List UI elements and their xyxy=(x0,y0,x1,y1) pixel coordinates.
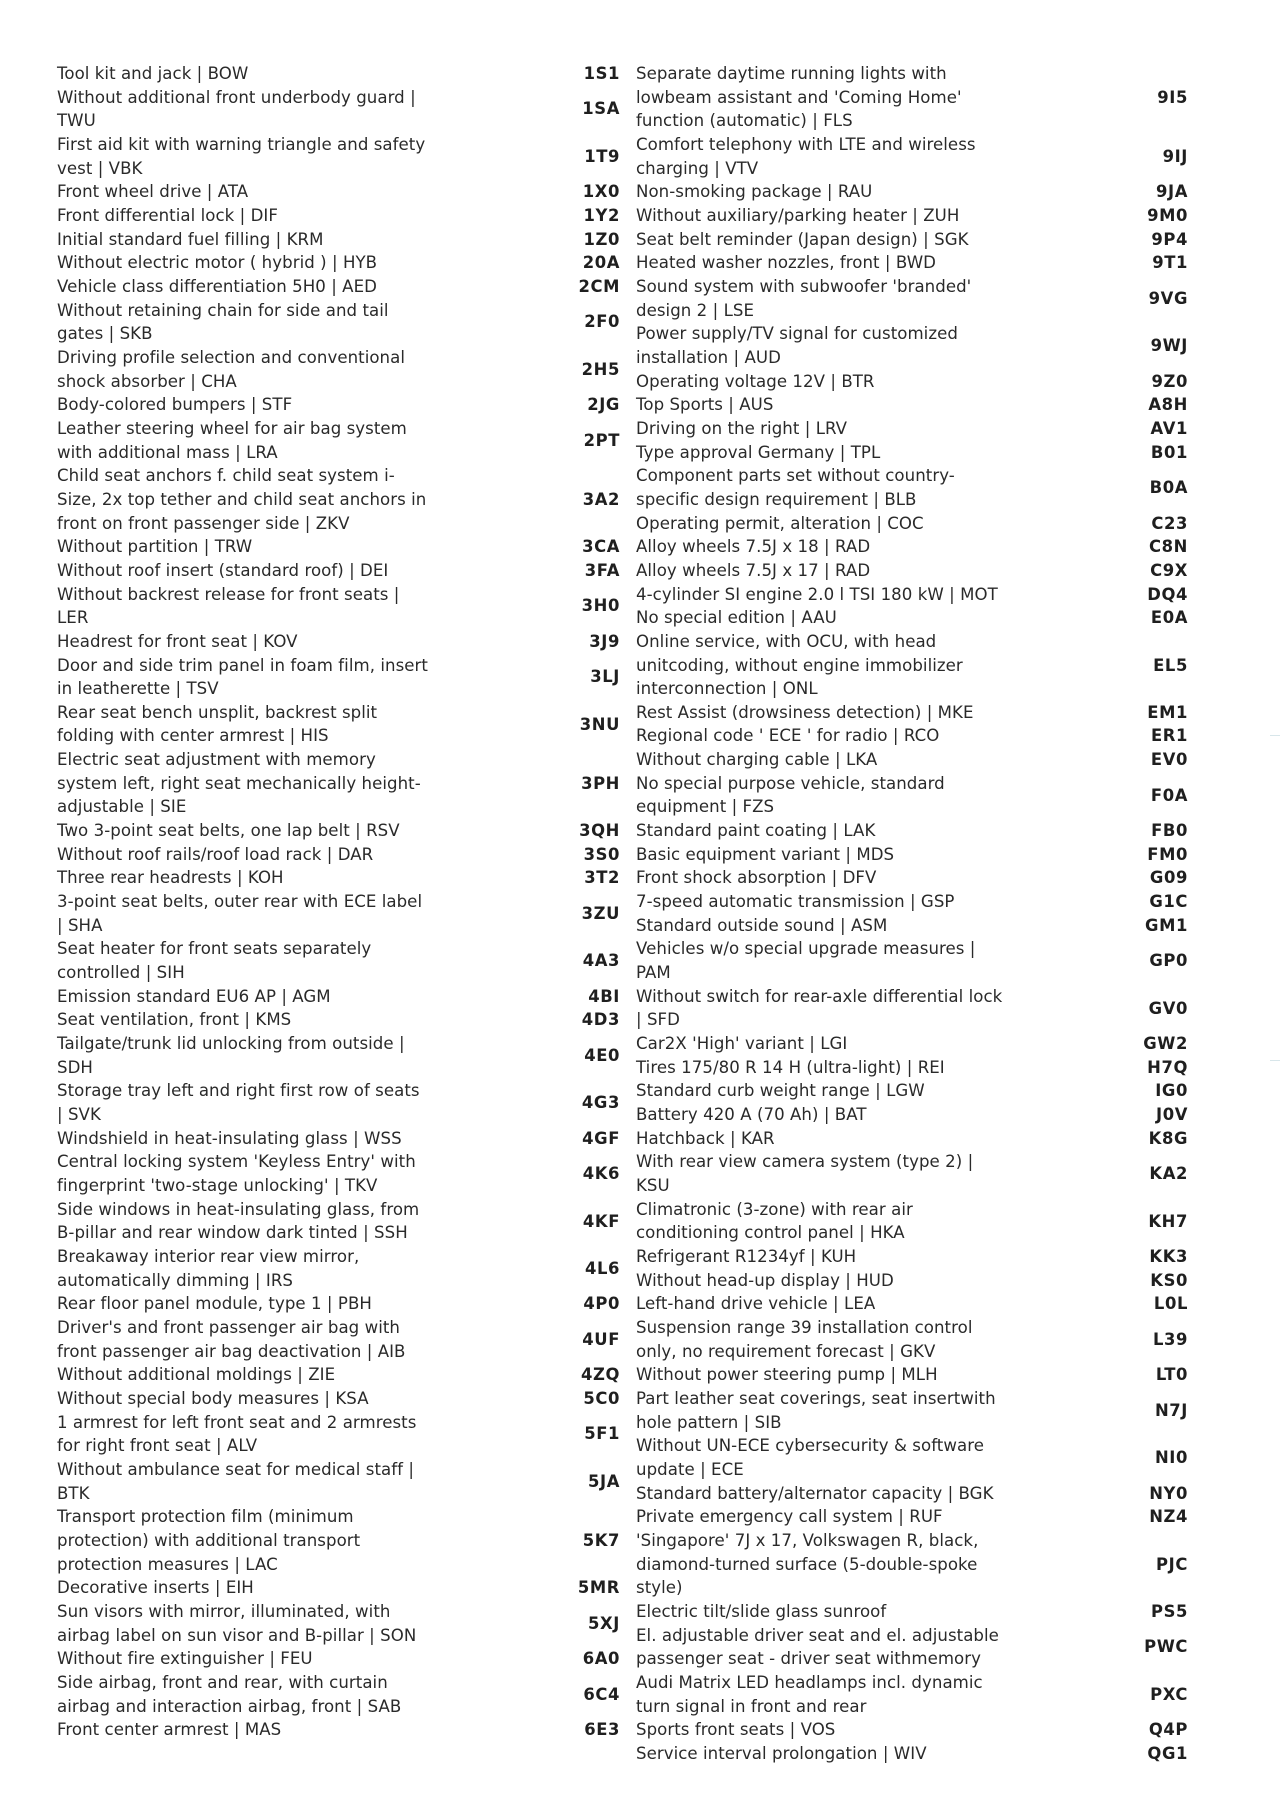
equipment-line: Sports front seats | VOS xyxy=(636,1720,836,1740)
option-code: Q4P xyxy=(1148,1720,1188,1740)
equipment-line: Refrigerant R1234yf | KUH xyxy=(636,1247,857,1266)
option-code: 3S0 xyxy=(583,844,620,864)
equipment-line: protection measures | LAC xyxy=(57,1554,278,1574)
equipment-line: Vehicles w/o special upgrade measures | xyxy=(636,939,976,959)
option-code: 4GF xyxy=(582,1128,620,1148)
equipment-line: Separate daytime running lights with xyxy=(636,64,947,83)
option-code: 20A xyxy=(582,253,620,273)
equipment-line: Hatchback | KAR xyxy=(636,1128,775,1148)
equipment-line: Initial standard fuel filling | KRM xyxy=(57,229,324,249)
equipment-line: Standard outside sound | ASM xyxy=(636,915,888,935)
option-code: 3H0 xyxy=(581,596,620,616)
equipment-line: Emission standard EU6 AP | AGM xyxy=(57,986,331,1006)
equipment-line: Without fire extinguisher | FEU xyxy=(57,1649,313,1669)
equipment-line: protection) with additional transport xyxy=(57,1530,361,1550)
equipment-line: function (automatic) | FLS xyxy=(636,111,853,131)
option-code: DQ4 xyxy=(1147,584,1188,604)
option-code: 4E0 xyxy=(584,1045,620,1065)
equipment-line: Audi Matrix LED headlamps incl. dynamic xyxy=(636,1672,983,1692)
scan-edge-mark xyxy=(1270,1060,1280,1061)
equipment-line: Without power steering pump | MLH xyxy=(636,1365,938,1385)
option-code: 4K6 xyxy=(582,1164,620,1184)
equipment-line: Top Sports | AUS xyxy=(636,395,774,415)
option-code: 3J9 xyxy=(589,631,620,651)
equipment-line: LER xyxy=(57,608,89,628)
equipment-line: Storage tray left and right first row of seats xyxy=(57,1081,420,1101)
option-code: 1Z0 xyxy=(583,229,620,249)
equipment-line: unitcoding, without engine immobilizer xyxy=(636,655,963,675)
equipment-line: 'Singapore' 7J x 17, Volkswagen R, black, xyxy=(636,1530,979,1550)
option-code: 4UF xyxy=(582,1329,620,1349)
equipment-line: Basic equipment variant | MDS xyxy=(636,844,895,864)
equipment-line: Without head-up display | HUD xyxy=(636,1270,894,1290)
option-code: PS5 xyxy=(1150,1601,1188,1621)
equipment-line: design 2 | LSE xyxy=(636,300,754,320)
option-code: K8G xyxy=(1148,1128,1188,1148)
equipment-line: Without special body measures | KSA xyxy=(57,1388,369,1408)
equipment-line: Without UN-ECE cybersecurity & software xyxy=(636,1436,984,1456)
option-code: EV0 xyxy=(1150,750,1188,770)
option-code: G09 xyxy=(1149,868,1188,888)
equipment-line: Without electric motor ( hybrid ) | HYB xyxy=(57,253,378,273)
equipment-line: Two 3-point seat belts, one lap belt | RSV xyxy=(57,821,400,841)
option-code: GV0 xyxy=(1148,998,1188,1018)
equipment-line: No special purpose vehicle, standard xyxy=(636,773,945,793)
equipment-line: Headrest for front seat | KOV xyxy=(57,631,298,651)
equipment-line: for right front seat | ALV xyxy=(57,1436,258,1456)
equipment-line: PAM xyxy=(636,963,671,983)
equipment-line: Front shock absorption | DFV xyxy=(636,868,877,888)
equipment-line: | SFD xyxy=(636,1010,680,1030)
equipment-line: automatically dimming | IRS xyxy=(57,1270,293,1290)
equipment-line: Operating voltage 12V | BTR xyxy=(636,371,875,391)
option-code: 9VG xyxy=(1148,288,1188,308)
option-code: J0V xyxy=(1156,1105,1188,1125)
equipment-line: Private emergency call system | RUF xyxy=(636,1507,943,1527)
equipment-line: Without ambulance seat for medical staff | xyxy=(57,1459,414,1479)
equipment-line: Climatronic (3-zone) with rear air xyxy=(636,1199,913,1219)
equipment-line: update | ECE xyxy=(636,1459,744,1479)
equipment-line: Driver's and front passenger air bag with xyxy=(57,1317,400,1337)
equipment-line: Tires 175/80 R 14 H (ultra-light) | REI xyxy=(636,1057,945,1077)
equipment-line: Without additional front underbody guard | xyxy=(57,87,416,107)
equipment-line: 7-speed automatic transmission | GSP xyxy=(636,892,955,912)
equipment-line: Car2X 'High' variant | LGI xyxy=(636,1034,848,1054)
scan-edge-mark xyxy=(1270,735,1280,736)
equipment-line: Rear seat bench unsplit, backrest split xyxy=(57,702,378,722)
option-code: 2CM xyxy=(578,276,620,296)
equipment-line: installation | AUD xyxy=(636,347,781,367)
equipment-line: Comfort telephony with LTE and wireless xyxy=(636,134,976,154)
equipment-line: Battery 420 A (70 Ah) | BAT xyxy=(636,1105,867,1125)
equipment-line: Power supply/TV signal for customized xyxy=(636,324,958,344)
option-code: 1S1 xyxy=(583,64,620,83)
option-code: 9JA xyxy=(1156,182,1188,202)
equipment-line: front on front passenger side | ZKV xyxy=(57,513,350,533)
option-code: 3T2 xyxy=(584,868,620,888)
equipment-line: Component parts set without country- xyxy=(636,466,955,486)
option-code: B0A xyxy=(1149,478,1188,498)
option-code: 9Z0 xyxy=(1151,371,1188,391)
option-code: IG0 xyxy=(1155,1081,1188,1101)
equipment-line: with additional mass | LRA xyxy=(57,442,278,462)
equipment-line: Standard paint coating | LAK xyxy=(636,821,876,841)
equipment-line: Standard battery/alternator capacity | BGK xyxy=(636,1483,994,1503)
option-code: 4A3 xyxy=(582,951,620,971)
option-code: EL5 xyxy=(1153,655,1188,675)
option-code: A8H xyxy=(1148,395,1188,415)
equipment-line: BTK xyxy=(57,1483,90,1503)
option-code: KK3 xyxy=(1149,1247,1188,1266)
equipment-line: Service interval prolongation | WIV xyxy=(636,1743,927,1763)
equipment-line: Type approval Germany | TPL xyxy=(636,442,881,462)
equipment-line: interconnection | ONL xyxy=(636,679,818,699)
option-code: 9IJ xyxy=(1162,146,1188,166)
option-code: KA2 xyxy=(1149,1164,1188,1184)
option-code: G1C xyxy=(1149,892,1188,912)
equipment-line: Without roof insert (standard roof) | DEI xyxy=(57,560,389,580)
option-code: 5MR xyxy=(577,1578,620,1598)
option-code: KH7 xyxy=(1148,1211,1188,1231)
option-code: 3ZU xyxy=(581,903,620,923)
equipment-line: Tool kit and jack | BOW xyxy=(57,64,249,83)
equipment-line: Windshield in heat-insulating glass | WSS xyxy=(57,1128,402,1148)
option-code: E0A xyxy=(1150,608,1188,628)
option-code: 5F1 xyxy=(584,1424,620,1444)
option-code: KS0 xyxy=(1150,1270,1188,1290)
option-code: 1T9 xyxy=(584,146,620,166)
equipment-line: Tailgate/trunk lid unlocking from outside | xyxy=(57,1034,405,1054)
option-code: PXC xyxy=(1150,1684,1188,1704)
equipment-line: Side airbag, front and rear, with curtain xyxy=(57,1672,388,1692)
equipment-line: Seat ventilation, front | KMS xyxy=(57,1010,292,1030)
equipment-line: Without roof rails/roof load rack | DAR xyxy=(57,844,374,864)
equipment-line: No special edition | AAU xyxy=(636,608,837,628)
equipment-line: Standard curb weight range | LGW xyxy=(636,1081,925,1101)
equipment-line: Leather steering wheel for air bag system xyxy=(57,418,407,438)
option-code: 9M0 xyxy=(1147,205,1188,225)
equipment-line: diamond-turned surface (5-double-spoke xyxy=(636,1554,978,1574)
equipment-line: hole pattern | SIB xyxy=(636,1412,782,1432)
equipment-line: folding with center armrest | HIS xyxy=(57,726,329,746)
equipment-line: Alloy wheels 7.5J x 18 | RAD xyxy=(636,537,871,557)
equipment-line: Rest Assist (drowsiness detection) | MKE xyxy=(636,702,974,722)
equipment-line: Seat belt reminder (Japan design) | SGK xyxy=(636,229,969,249)
equipment-line: Without charging cable | LKA xyxy=(636,750,878,770)
equipment-line: fingerprint 'two-stage unlocking' | TKV xyxy=(57,1176,378,1196)
option-code: C8N xyxy=(1149,537,1188,557)
equipment-line: Central locking system 'Keyless Entry' with xyxy=(57,1152,416,1172)
equipment-line: Child seat anchors f. child seat system i- xyxy=(57,466,395,486)
equipment-line: in leatherette | TSV xyxy=(57,679,219,699)
option-code: 3PH xyxy=(581,773,620,793)
equipment-line: First aid kit with warning triangle and safety xyxy=(57,134,426,154)
equipment-line: charging | VTV xyxy=(636,158,759,178)
equipment-line: Size, 2x top tether and child seat anchors in xyxy=(57,489,427,509)
option-code: 6C4 xyxy=(583,1684,620,1704)
option-code: 4BI xyxy=(588,986,620,1006)
equipment-line: Heated washer nozzles, front | BWD xyxy=(636,253,936,273)
equipment-line: Side windows in heat-insulating glass, from xyxy=(57,1199,420,1219)
option-code: 9I5 xyxy=(1157,87,1188,107)
option-code: 5K7 xyxy=(582,1530,620,1550)
equipment-line: Seat heater for front seats separately xyxy=(57,939,372,959)
option-code: N7J xyxy=(1154,1400,1188,1420)
option-code: QG1 xyxy=(1147,1743,1188,1763)
option-code: LT0 xyxy=(1155,1365,1188,1385)
equipment-line: KSU xyxy=(636,1176,670,1196)
equipment-line: gates | SKB xyxy=(57,324,153,344)
equipment-line: Vehicle class differentiation 5H0 | AED xyxy=(57,276,377,296)
option-code: 9WJ xyxy=(1150,336,1188,356)
equipment-line: airbag and interaction airbag, front | SAB xyxy=(57,1696,402,1716)
option-code: H7Q xyxy=(1147,1057,1188,1077)
equipment-line: Transport protection film (minimum xyxy=(57,1507,354,1527)
equipment-line: | SHA xyxy=(57,915,103,935)
option-code: AV1 xyxy=(1150,418,1188,438)
option-code: GP0 xyxy=(1149,951,1188,971)
option-code: 1SA xyxy=(582,99,620,119)
option-code: 4G3 xyxy=(581,1093,620,1113)
option-code: 3NU xyxy=(579,714,620,734)
equipment-line: Front center armrest | MAS xyxy=(57,1720,282,1740)
option-code: L39 xyxy=(1152,1329,1188,1349)
option-code: C23 xyxy=(1151,513,1188,533)
equipment-line: style) xyxy=(636,1578,683,1598)
option-code: 4KF xyxy=(582,1211,620,1231)
option-code: 2H5 xyxy=(581,359,620,379)
option-code: 1Y2 xyxy=(583,205,620,225)
equipment-line: conditioning control panel | HKA xyxy=(636,1223,905,1243)
equipment-line: turn signal in front and rear xyxy=(636,1696,867,1716)
equipment-line: SDH xyxy=(57,1057,93,1077)
option-code: L0L xyxy=(1153,1294,1188,1314)
equipment-line: Suspension range 39 installation control xyxy=(636,1317,973,1337)
equipment-line: Non-smoking package | RAU xyxy=(636,182,873,202)
equipment-line: 4-cylinder SI engine 2.0 l TSI 180 kW | MOT xyxy=(636,584,998,604)
option-code: GM1 xyxy=(1145,915,1188,935)
equipment-line: airbag label on sun visor and B-pillar | SON xyxy=(57,1625,417,1645)
equipment-line: controlled | SIH xyxy=(57,963,185,983)
option-code: 3CA xyxy=(582,537,620,557)
option-code: EM1 xyxy=(1147,702,1188,722)
equipment-line: Front differential lock | DIF xyxy=(57,205,278,225)
equipment-line: specific design requirement | BLB xyxy=(636,489,917,509)
option-code: NZ4 xyxy=(1149,1507,1188,1527)
option-code: 3QH xyxy=(579,821,620,841)
equipment-line: | SVK xyxy=(57,1105,101,1125)
equipment-line: Driving on the right | LRV xyxy=(636,418,848,438)
option-code: GW2 xyxy=(1143,1034,1188,1054)
equipment-line: Breakaway interior rear view mirror, xyxy=(57,1247,360,1266)
equipment-line: vest | VBK xyxy=(57,158,143,178)
option-code: 2PT xyxy=(583,430,620,450)
option-code: 4ZQ xyxy=(580,1365,620,1385)
equipment-line: TWU xyxy=(57,111,96,131)
option-code: 9T1 xyxy=(1152,253,1188,273)
option-code: 4L6 xyxy=(584,1258,620,1278)
equipment-line: El. adjustable driver seat and el. adjustable xyxy=(636,1625,999,1645)
equipment-line: 1 armrest for left front seat and 2 armrests xyxy=(57,1412,417,1432)
equipment-line: Front wheel drive | ATA xyxy=(57,182,249,202)
option-code: NY0 xyxy=(1149,1483,1188,1503)
option-code: 1X0 xyxy=(582,182,620,202)
option-code: ER1 xyxy=(1150,726,1188,746)
option-code: 4P0 xyxy=(583,1294,620,1314)
option-code: FM0 xyxy=(1147,844,1188,864)
option-code: 4D3 xyxy=(581,1010,620,1030)
equipment-line: Without switch for rear-axle differential lock xyxy=(636,986,1003,1006)
option-code: 5JA xyxy=(588,1471,620,1491)
equipment-line: Part leather seat coverings, seat insertwith xyxy=(636,1388,996,1408)
equipment-line: B-pillar and rear window dark tinted | SSH xyxy=(57,1223,408,1243)
equipment-line: front passenger air bag deactivation | AIB xyxy=(57,1341,406,1361)
equipment-line: Sound system with subwoofer 'branded' xyxy=(636,276,972,296)
equipment-line: equipment | FZS xyxy=(636,797,775,817)
equipment-line: With rear view camera system (type 2) | xyxy=(636,1152,974,1172)
option-code: PJC xyxy=(1156,1554,1188,1574)
equipment-line: Left-hand drive vehicle | LEA xyxy=(636,1294,876,1314)
equipment-line: system left, right seat mechanically height- xyxy=(57,773,421,793)
equipment-line: Rear floor panel module, type 1 | PBH xyxy=(57,1294,372,1314)
equipment-line: Three rear headrests | KOH xyxy=(57,868,284,888)
option-code: 3LJ xyxy=(590,667,620,687)
option-code: B01 xyxy=(1150,442,1188,462)
equipment-line: Door and side trim panel in foam film, insert xyxy=(57,655,428,675)
equipment-line: passenger seat - driver seat withmemory xyxy=(636,1649,982,1669)
equipment-line: Online service, with OCU, with head xyxy=(636,631,937,651)
equipment-line: Without retaining chain for side and tail xyxy=(57,300,389,320)
equipment-line: Without auxiliary/parking heater | ZUH xyxy=(636,205,960,225)
equipment-line: adjustable | SIE xyxy=(57,797,187,817)
option-code: 5C0 xyxy=(583,1388,620,1408)
option-code: F0A xyxy=(1150,785,1188,805)
option-code: C9X xyxy=(1150,560,1188,580)
option-code: NI0 xyxy=(1154,1448,1188,1468)
equipment-line: shock absorber | CHA xyxy=(57,371,237,391)
option-code: 6A0 xyxy=(582,1649,620,1669)
equipment-line: Without partition | TRW xyxy=(57,537,253,557)
equipment-line: Electric seat adjustment with memory xyxy=(57,750,376,770)
equipment-line: Regional code ' ECE ' for radio | RCO xyxy=(636,726,940,746)
equipment-line: Decorative inserts | EIH xyxy=(57,1578,254,1598)
option-code: 6E3 xyxy=(584,1720,620,1740)
option-code: 3A2 xyxy=(582,489,620,509)
equipment-line: Without additional moldings | ZIE xyxy=(57,1365,336,1385)
equipment-line: Sun visors with mirror, illuminated, with xyxy=(57,1601,391,1621)
equipment-line: Body-colored bumpers | STF xyxy=(57,395,293,415)
option-code: 2JG xyxy=(587,395,620,415)
equipment-line: Operating permit, alteration | COC xyxy=(636,513,924,533)
equipment-line: Alloy wheels 7.5J x 17 | RAD xyxy=(636,560,871,580)
equipment-line: Driving profile selection and conventional xyxy=(57,347,406,367)
equipment-line: 3-point seat belts, outer rear with ECE label xyxy=(57,892,423,912)
equipment-line: Electric tilt/slide glass sunroof xyxy=(636,1601,887,1621)
option-code: FB0 xyxy=(1151,821,1188,841)
equipment-line: only, no requirement forecast | GKV xyxy=(636,1341,936,1361)
option-code: 9P4 xyxy=(1151,229,1188,249)
option-code: 3FA xyxy=(584,560,620,580)
option-code: 2F0 xyxy=(584,312,620,332)
option-code: 5XJ xyxy=(588,1613,620,1633)
option-code: PWC xyxy=(1144,1637,1188,1657)
equipment-line: Without backrest release for front seats | xyxy=(57,584,400,604)
equipment-line: lowbeam assistant and 'Coming Home' xyxy=(636,87,962,107)
